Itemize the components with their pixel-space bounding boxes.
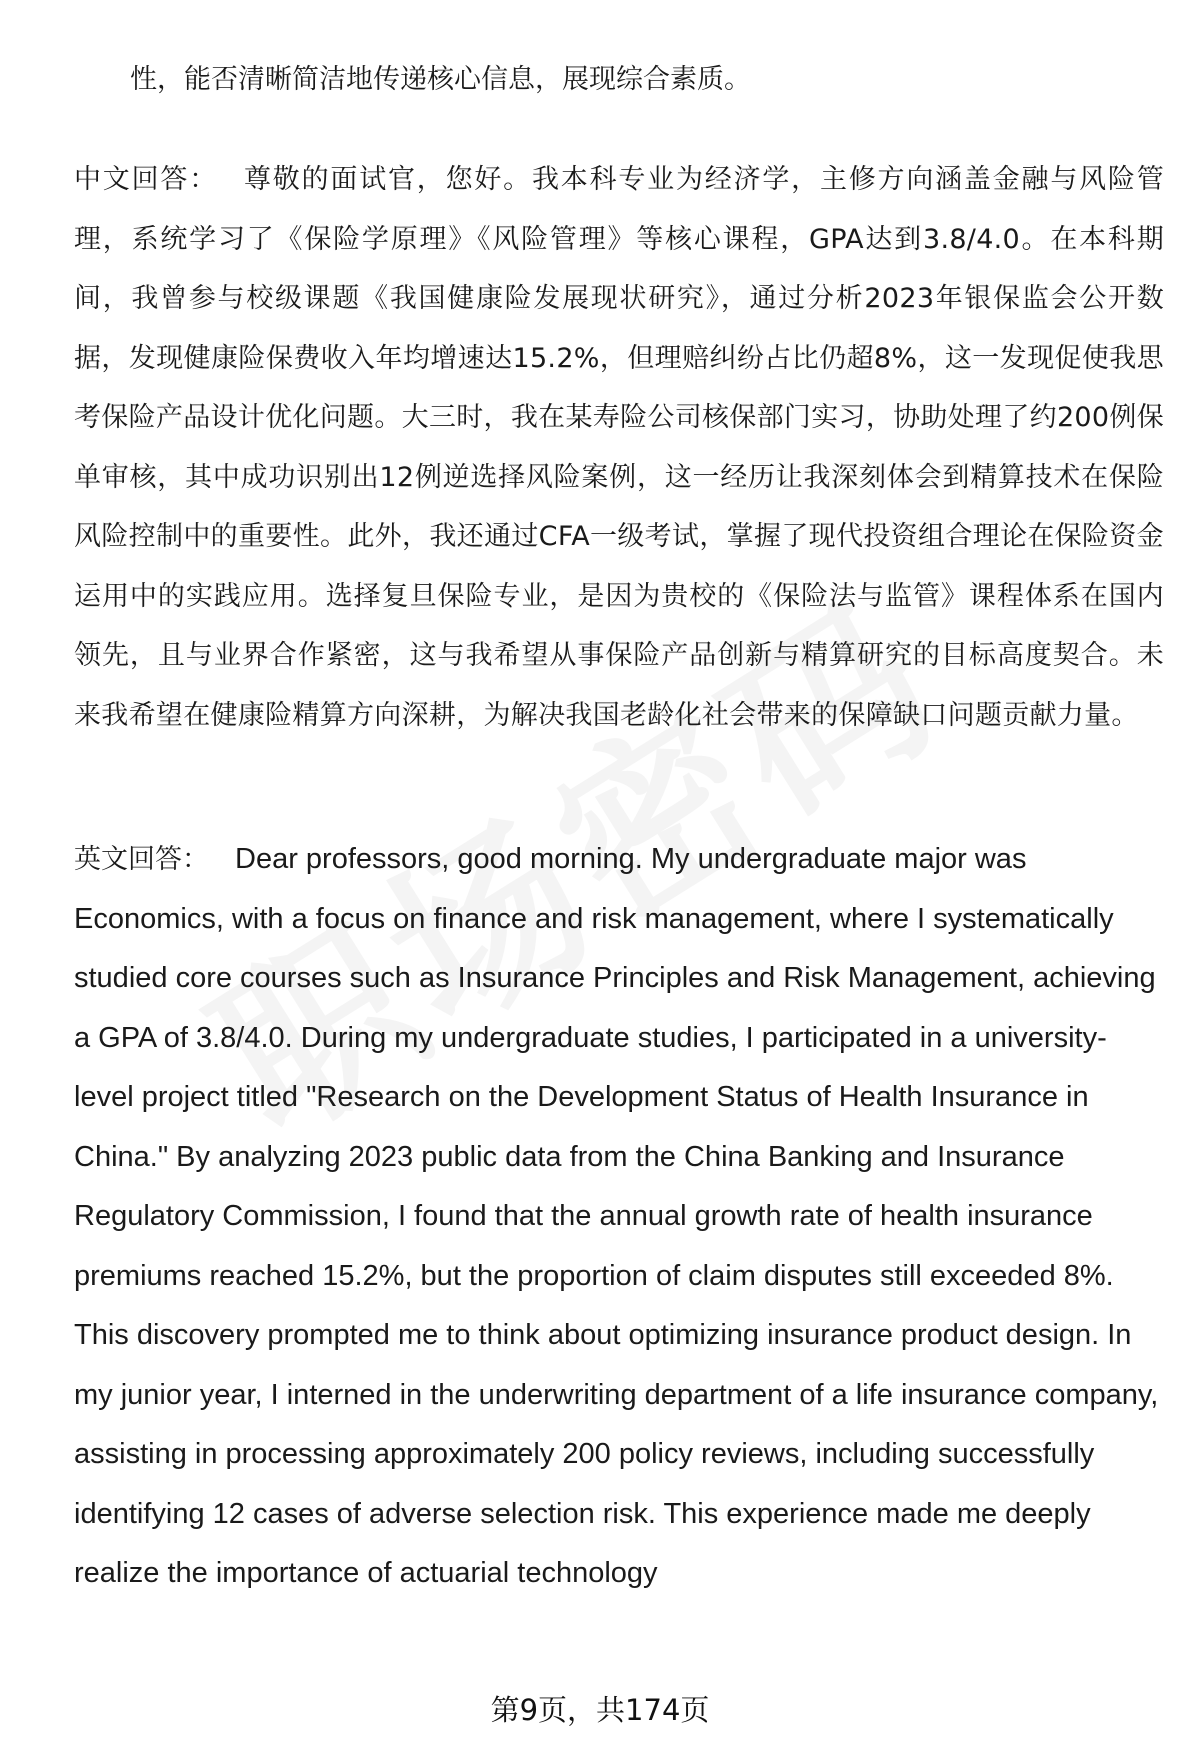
chinese-answer-label: 中文回答： xyxy=(74,164,218,195)
english-answer-text: Dear professors, good morning. My undergraduate major was Economics, with a focus on finance and risk management, where I systematically studied core courses such as Insurance Principles and Risk Management, achieving a GPA of 3.8/4.0. During my undergraduate studies, I participated in a university-level project titled "Research on the Development Status of Health Insurance in China." By analyzing 2023 public data from the China Banking and Insurance Regulatory Commission, I found that the annual growth rate of health insurance premiums reached 15.2%, but the proportion of claim disputes still exceeded 8%. This discovery prompted me to think about optimizing insurance product design. In my junior year, I interned in the underwriting department of a life insurance company, assisting in processing approximately 200 policy reviews, including successfully identifying 12 cases of adverse selection risk. This experience made me deeply realize the importance of actuarial technology xyxy=(74,843,1159,1589)
chinese-answer-text: 尊敬的面试官，您好。我本科专业为经济学，主修方向涵盖金融与风险管理，系统学习了《保险学原理》《风险管理》等核心课程，GPA达到3.8/4.0。在本科期间，我曾参与校级课题《我国健康险发展现状研究》，通过分析2023年银保监会公开数据，发现健康险保费收入年均增速达15.2%，但理赔纠纷占比仍超8%，这一发现促使我思考保险产品设计优化问题。大三时，我在某寿险公司核保部门实习，协助处理了约200例保单审核，其中成功识别出12例逆选择风险案例，这一经历让我深刻体会到精算技术在保险风险控制中的重要性。此外，我还通过CFA一级考试，掌握了现代投资组合理论在保险资金运用中的实践应用。选择复旦保险专业，是因为贵校的《保险法与监管》课程体系在国内领先，且与业界合作紧密，这与我希望从事保险产品创新与精算研究的目标高度契合。未来我希望在健康险精算方向深耕，为解决我国老龄化社会带来的保障缺口问题贡献力量。 xyxy=(74,164,1165,731)
page-number-footer: 第9页，共174页 xyxy=(490,1693,710,1727)
english-answer-label: 英文回答： xyxy=(74,844,209,875)
intro-line: 性，能否清晰简洁地传递核心信息，展现综合素质。 xyxy=(130,64,751,95)
chinese-answer-paragraph xyxy=(74,150,1164,745)
english-answer-paragraph xyxy=(74,830,1166,1604)
